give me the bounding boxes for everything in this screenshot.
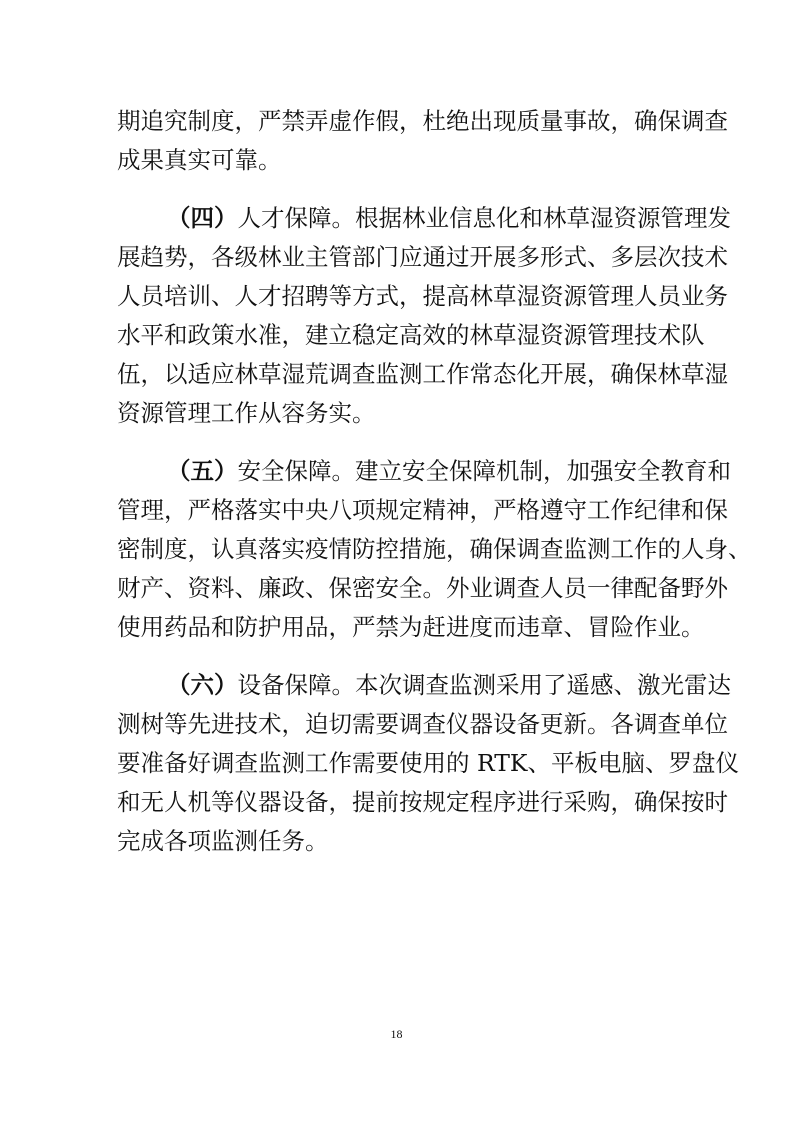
text-line: 成果真实可靠。 [117,146,282,174]
text-line: 使用药品和防护用品，严禁为赶进度而违章、冒险作业。 [117,613,705,641]
section-number: （四） [167,204,238,232]
text-line: 财产、资料、廉政、保密安全。外业调查人员一律配备野外 [117,574,728,602]
section-heading-line: （六）设备保障。本次调查监测采用了遥感、激光雷达 [167,671,731,699]
section-number: （六） [167,671,238,699]
section-heading-line: （四）人才保障。根据林业信息化和林草湿资源管理发 [167,204,731,232]
text-line: 要准备好调查监测工作需要使用的 RTK、平板电脑、罗盘仪 [117,749,739,777]
text-line: 展趋势，各级林业主管部门应通过开展多形式、多层次技术 [117,243,728,271]
text-line: 人员培训、人才招聘等方式，提高林草湿资源管理人员业务 [117,282,728,310]
text-line: 测树等先进技术，迫切需要调查仪器设备更新。各调查单位 [117,710,728,738]
text-line: 管理，严格落实中央八项规定精神，严格遵守工作纪律和保 [117,496,728,524]
section-number: （五） [167,457,238,485]
page-number: 18 [390,1027,403,1041]
text-line: 伍，以适应林草湿荒调查监测工作常态化开展，确保林草湿 [117,360,728,388]
text-line: 资源管理工作从容务实。 [117,399,376,427]
text-line: 完成各项监测任务。 [117,827,329,855]
text-line: 水平和政策水准，建立稳定高效的林草湿资源管理技术队 [117,321,705,349]
text-line: 密制度，认真落实疫情防控措施，确保调查监测工作的人身、 [117,535,752,563]
section-heading-line: （五）安全保障。建立安全保障机制，加强安全教育和 [167,457,731,485]
text-line: 和无人机等仪器设备，提前按规定程序进行采购，确保按时 [117,788,728,816]
text-line: 期追究制度，严禁弄虚作假，杜绝出现质量事故，确保调查 [117,107,728,135]
